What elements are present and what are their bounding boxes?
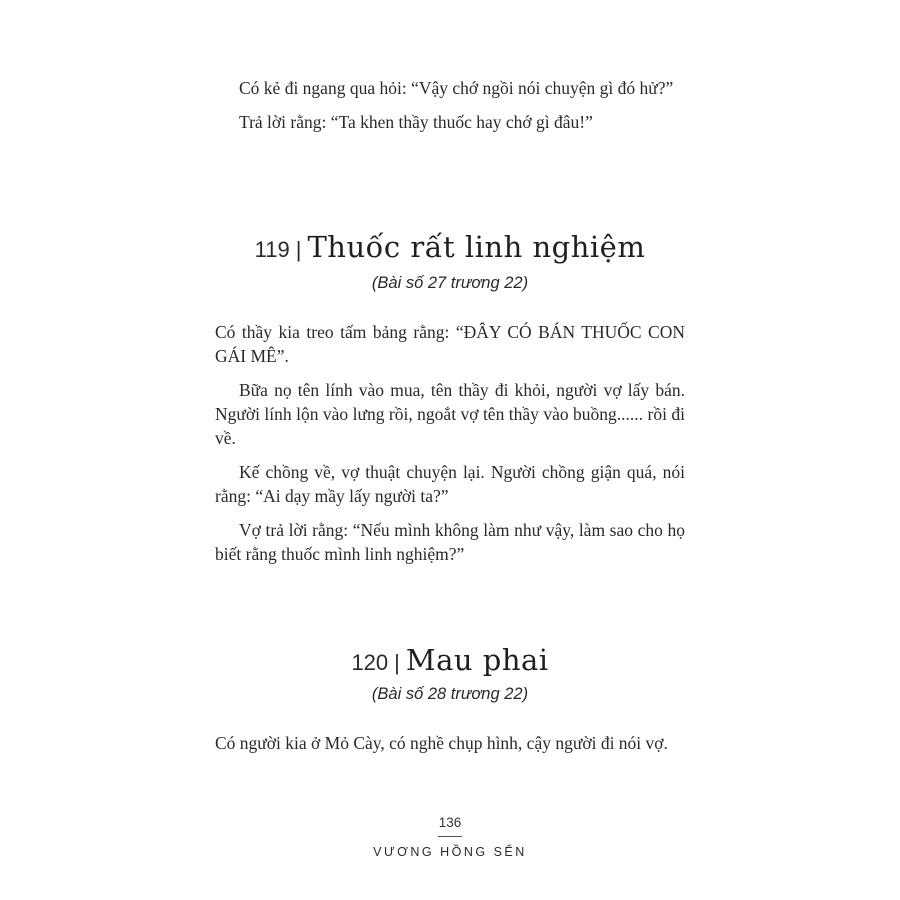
story-120-heading bbox=[150, 643, 750, 677]
page-number: 136 bbox=[438, 815, 462, 830]
heading-separator: | bbox=[295, 237, 302, 262]
paragraph: Trả lời rằng: “Ta khen thầy thuốc hay chớ gì đâu!” bbox=[239, 112, 593, 132]
paragraph: Kế chồng về, vợ thuật chuyện lại. Người chồng giận quá, nói rằng: “Ai dạy mầy lấy người ta?” bbox=[215, 462, 685, 506]
story-number: 119 bbox=[254, 237, 290, 262]
paragraph: Có kẻ đi ngang qua hỏi: “Vậy chớ ngồi nói chuyện gì đó hử?” bbox=[239, 78, 674, 98]
story-119-heading bbox=[150, 230, 750, 264]
story-number: 120 bbox=[351, 650, 389, 675]
footer-divider bbox=[438, 836, 462, 837]
story-120-source: (Bài số 28 trương 22) bbox=[371, 685, 529, 703]
story-119-source: (Bài số 27 trương 22) bbox=[371, 274, 529, 292]
heading-separator: | bbox=[394, 650, 400, 675]
story-120-body bbox=[215, 731, 685, 755]
paragraph: Có thầy kia treo tấm bảng rằng: “ĐÂY CÓ BÁN THUỐC CON GÁI MÊ”. bbox=[215, 322, 685, 366]
paragraph: Bữa nọ tên lính vào mua, tên thầy đi khỏi, người vợ lấy bán. Người lính lộn vào lưng rồi, ngoắt vợ tên thầy vào buồng...... rồi đi về. bbox=[215, 380, 685, 448]
author-name: VƯƠNG HỒNG SỂN bbox=[373, 845, 527, 859]
paragraph: Có người kia ở Mỏ Cày, có nghề chụp hình, cậy người đi nói vợ. bbox=[215, 733, 668, 753]
top-section bbox=[215, 76, 685, 134]
story-119-body bbox=[215, 320, 685, 566]
story-title: Thuốc rất linh nghiệm bbox=[307, 230, 646, 264]
paragraph: Vợ trả lời rằng: “Nếu mình không làm như vậy, làm sao cho họ biết rằng thuốc mình linh nghiệm?” bbox=[215, 520, 685, 564]
story-title: Mau phai bbox=[405, 643, 549, 677]
